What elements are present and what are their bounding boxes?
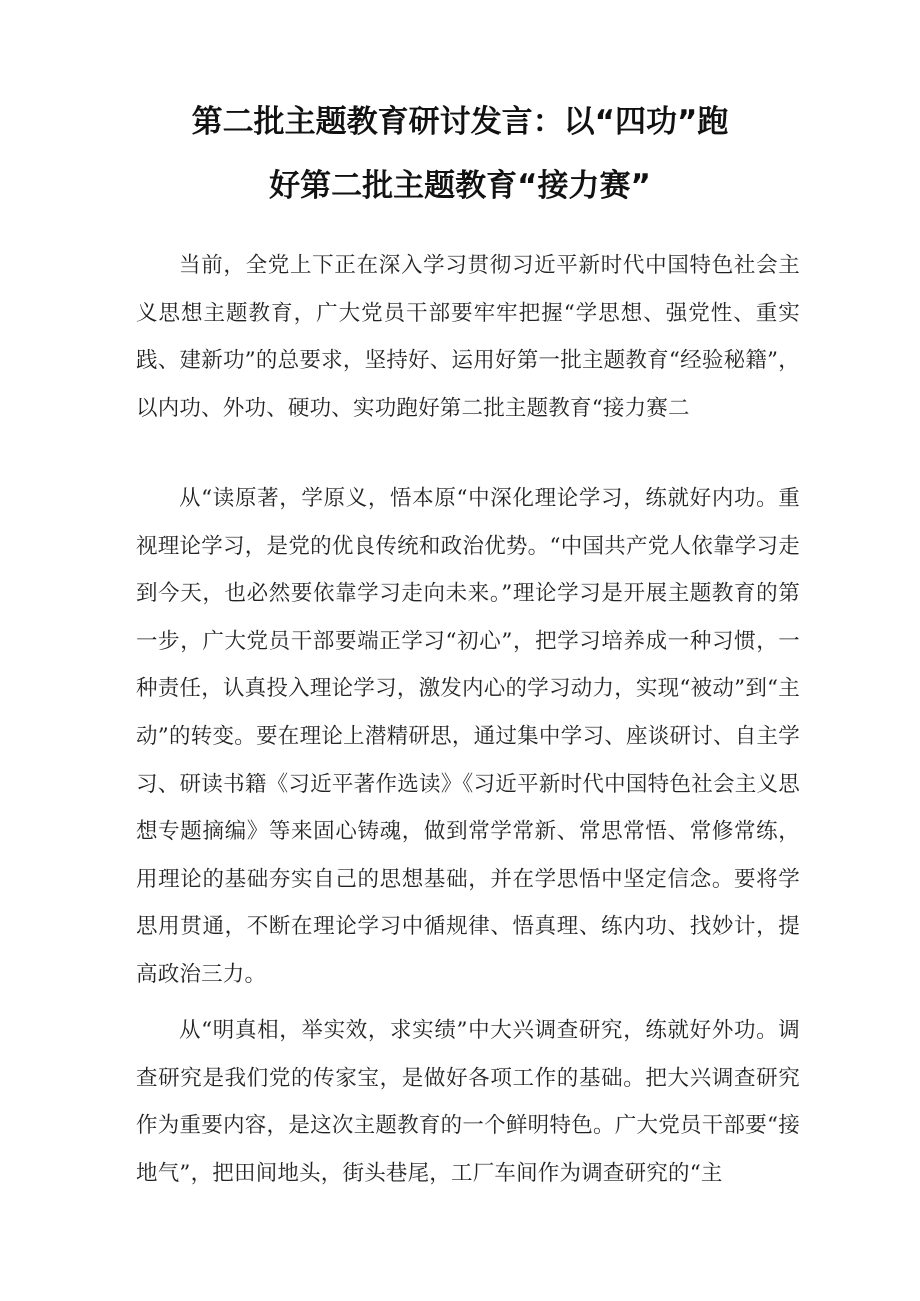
document-title-line-2: 好第二批主题教育“接力赛”: [269, 168, 651, 204]
paragraph-outer-skill: 从“明真相，举实效，求实绩”中大兴调查研究，练就好外功。调查研究是我们党的传家宝，是做好各项工作的基础。把大兴调查研究作为重要内容，是这次主题教育的一个鲜明特色。广大党员干部要“接地气”，把田间地头，街头巷尾，工厂车间作为调查研究的“主: [136, 1018, 800, 1186]
paragraph-inner-skill: 从“读原著，学原义，悟本原“中深化理论学习，练就好内功。重视理论学习，是党的优良传统和政治优势。“中国共产党人依靠学习走到今天，也必然要依靠学习走向未来。”理论学习是开展主题教育的第一步，广大党员干部要端正学习“初心”，把学习培养成一种习惯，一种责任，认真投入理论学习，激发内心的学习动力，实现“被动”到“主动”的转变。要在理论上潜精研思，通过集中学习、座谈研讨、自主学习、研读书籍《习近平著作选读》《习近平新时代中国特色社会主义思想专题摘编》等来固心铸魂，做到常学常新、常思常悟、常修常练，用理论的基础夯实自己的思想基础，并在学思悟中坚定信念。要将学思用贯通，不断在理论学习中循规律、悟真理、练内功、找妙计，提高政治三力。: [136, 486, 800, 987]
document-title-line-1: 第二批主题教育研讨发言：以“四功”跑: [191, 104, 729, 140]
paragraph-intro: 当前，全党上下正在深入学习贯彻习近平新时代中国特色社会主义思想主题教育，广大党员干部要牢牢把握“学思想、强党性、重实践、建新功”的总要求，坚持好、运用好第一批主题教育“经验秘籍”，以内功、外功、硬功、实功跑好第二批主题教育“接力赛二: [136, 253, 800, 421]
